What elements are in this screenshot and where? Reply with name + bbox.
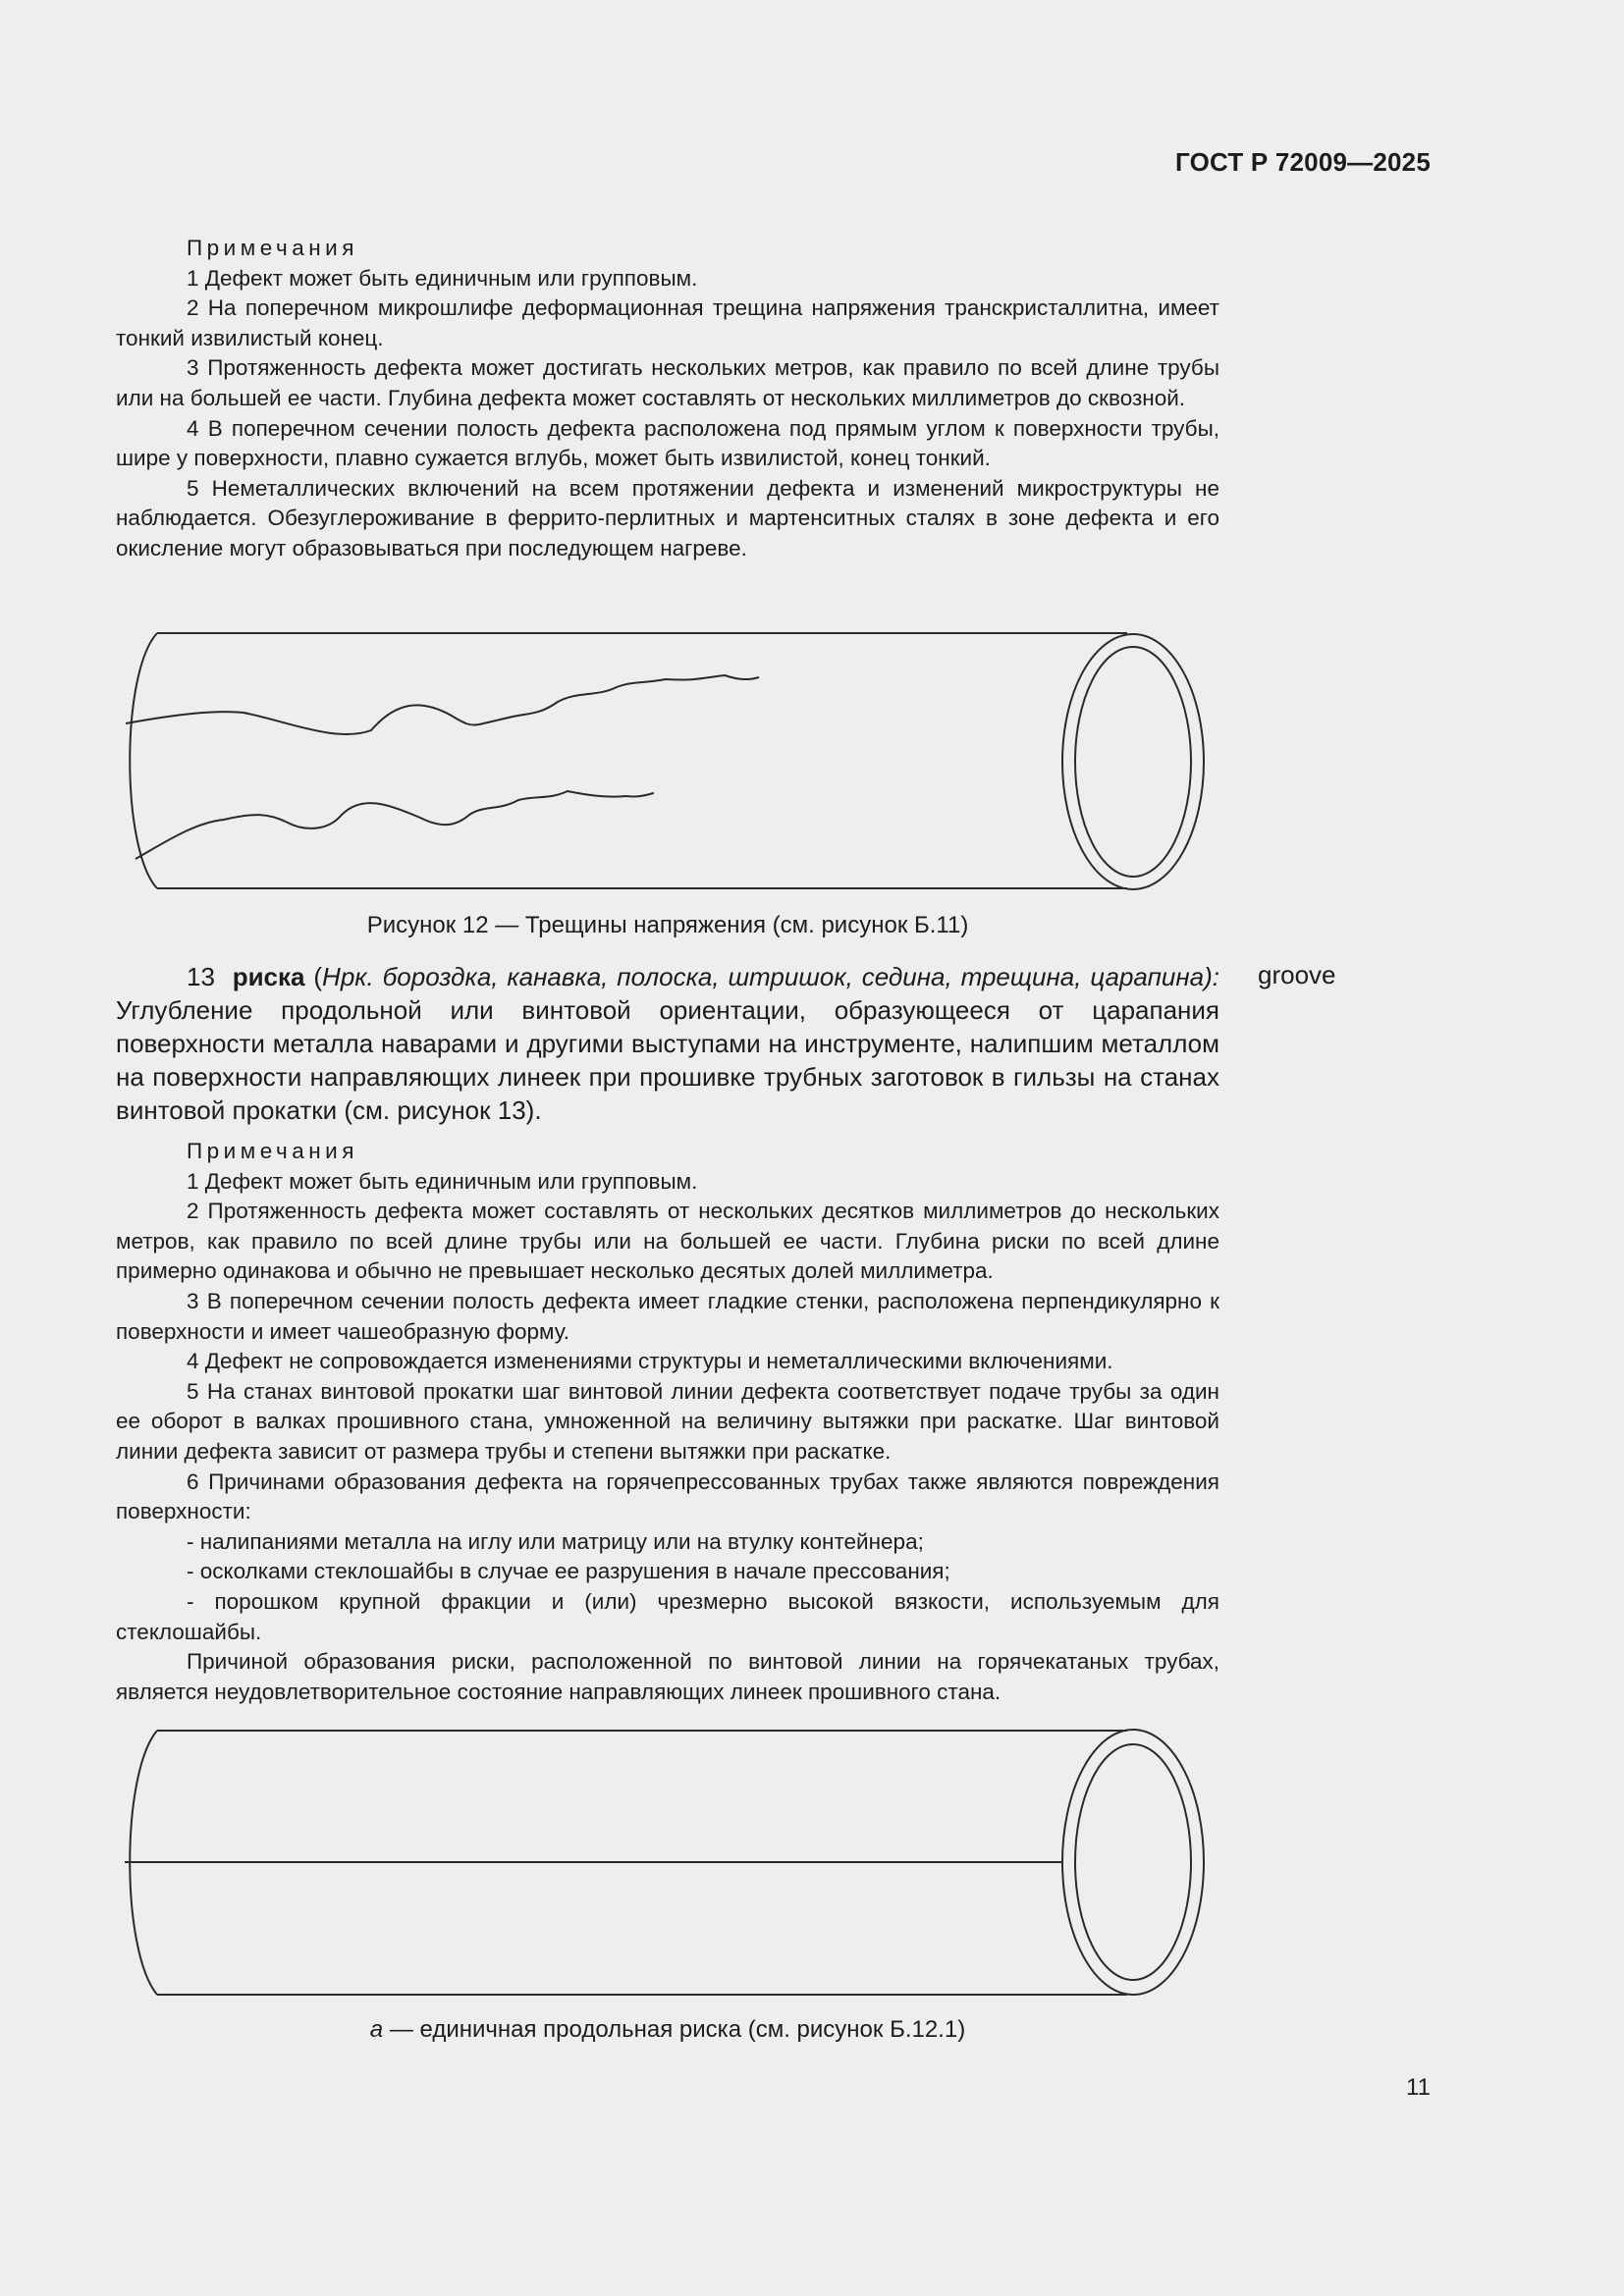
term-definition: Углубление продольной или винтовой ориентации, образующееся от царапания поверхности металла наварами и другими выступами на инструменте, налипшим металлом на поверхности направляющих линеек при прошивке трубных заготовок в гильзы на станах винтовой прокатки (см. рисунок 13). (116, 995, 1219, 1125)
notes-block-stress-cracks (116, 234, 1219, 564)
term-name: риска (232, 962, 305, 991)
page-number: 11 (1406, 2074, 1431, 2101)
term-paragraph (116, 960, 1219, 1127)
note-item: 4 В поперечном сечении полость дефекта расположена под прямым углом к поверхности трубы, шире у поверхности, плавно сужается вглубь, может быть извилистой, конец тонкий. (116, 415, 1219, 471)
notes-title: Примечания (187, 1139, 358, 1163)
bullet-item: - налипаниями металла на иглу или матрицу или на втулку контейнера; (187, 1528, 924, 1554)
note-item: 2 На поперечном микрошлифе деформационная трещина напряжения транскристаллитна, имеет тонкий извилистый конец. (116, 295, 1219, 350)
standard-id-header: ГОСТ Р 72009—2025 (1175, 147, 1431, 177)
note-item: 6 Причинами образования дефекта на горячепрессованных трубах также являются повреждения поверхности: (116, 1468, 1219, 1524)
english-equivalent: groove (1258, 960, 1336, 989)
note-item: 2 Протяженность дефекта может составлять от нескольких десятков миллиметров до нескольких метров, как правило по всей длине трубы или на большей ее части. Глубина риски по всей длине примерно одинакова и обычно не превышает несколько десятых долей миллиметра. (116, 1199, 1219, 1284)
open-paren: ( (304, 962, 323, 991)
term-number: 13 (187, 962, 215, 991)
pipe-groove-illustration (116, 1725, 1245, 2004)
pipe-cracks-illustration (116, 618, 1245, 893)
figure-13a-caption (0, 2016, 1335, 2044)
closing-paragraph: Причиной образования риски, расположенной по винтовой линии на горячекатаных трубах, является неудовлетворительное состояние направляющих линеек прошивного стана. (116, 1649, 1219, 1704)
bullet-item: - порошком крупной фракции и (или) чрезмерно высокой вязкости, используемым для стеклошайбы. (116, 1588, 1219, 1644)
subfigure-caption-text: — единичная продольная риска (см. рисунок Б.12.1) (383, 2016, 966, 2043)
figure-12-stress-cracks (116, 618, 1245, 893)
note-item: 5 На станах винтовой прокатки шаг винтовой линии дефекта соответствует подаче трубы за один ее оборот в валках прошивного стана, умноженной на величину вытяжки при раскатке. Шаг винтовой линии дефекта зависит от размера трубы и степени вытяжки при раскатке. (116, 1378, 1219, 1464)
figure-12-caption: Рисунок 12 — Трещины напряжения (см. рисунок Б.11) (366, 912, 969, 938)
notes-block-groove (116, 1137, 1219, 1707)
term-13-definition (116, 960, 1219, 1127)
note-item: 1 Дефект может быть единичным или групповым. (187, 1168, 698, 1194)
term-synonyms: Нрк. бороздка, канавка, полоска, штришок, седина, трещина, царапина): (322, 962, 1220, 991)
subfigure-label: а (369, 2016, 384, 2043)
note-item: 5 Неметаллических включений на всем протяжении дефекта и изменений микроструктуры не наблюдается. Обезуглероживание в феррито-перлитных и мартенситных сталях в зоне дефекта и его окисление могут образовываться при последующем нагреве. (116, 475, 1219, 561)
note-item: 4 Дефект не сопровождается изменениями структуры и неметаллическими включениями. (187, 1349, 1113, 1374)
figure-13a-longitudinal-groove (116, 1725, 1245, 2004)
note-item: 3 Протяженность дефекта может достигать нескольких метров, как правило по всей длине трубы или на большей ее части. Глубина дефекта может составлять от нескольких миллиметров до сквозной. (116, 355, 1219, 410)
bullet-item: - осколками стеклошайбы в случае ее разрушения в начале прессования; (187, 1559, 950, 1584)
note-item: 1 Дефект может быть единичным или групповым. (187, 265, 698, 291)
note-item: 3 В поперечном сечении полость дефекта имеет гладкие стенки, расположена перпендикулярно к поверхности и имеет чашеобразную форму. (116, 1288, 1219, 1344)
notes-title: Примечания (187, 236, 358, 260)
